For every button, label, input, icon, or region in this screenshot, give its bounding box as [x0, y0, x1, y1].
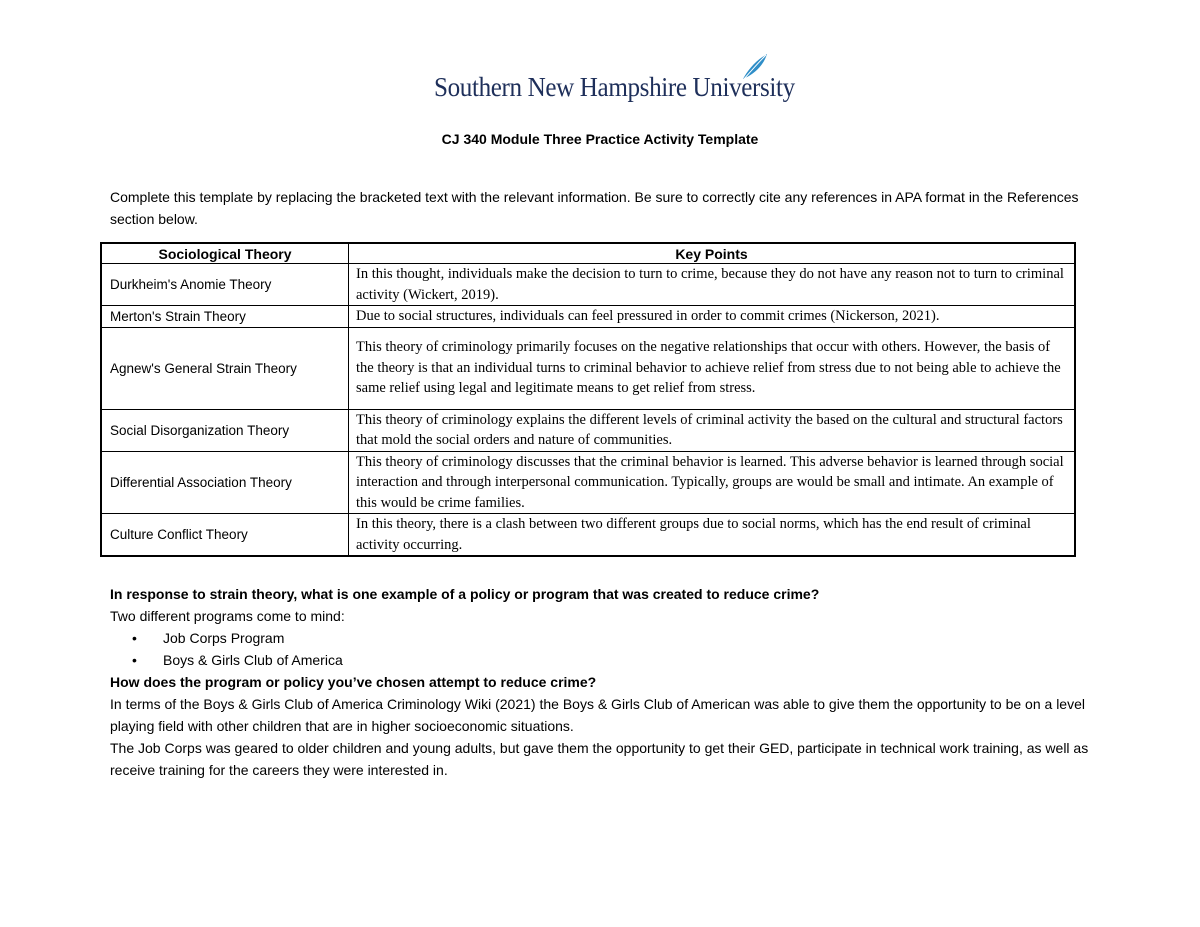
table-row	[101, 409, 1075, 451]
table-row	[101, 514, 1075, 557]
theory-name: Differential Association Theory	[101, 451, 349, 514]
theory-key-points: In this theory, there is a clash between two different groups due to social norms, which has the end result of criminal activity occurring.	[349, 514, 1076, 557]
theory-name: Durkheim's Anomie Theory	[101, 264, 349, 306]
document-title: CJ 340 Module Three Practice Activity Template	[441, 131, 759, 147]
bullet-icon: •	[132, 652, 137, 668]
leaf-icon	[739, 52, 769, 82]
bullet-icon: •	[132, 630, 137, 646]
theory-name: Agnew's General Strain Theory	[101, 327, 349, 409]
theory-name: Social Disorganization Theory	[101, 409, 349, 451]
header-sociological-theory: Sociological Theory	[101, 243, 349, 264]
list-item	[110, 649, 1100, 671]
intro-paragraph: Complete this template by replacing the bracketed text with the relevant information. Be sure to correctly cite any references in APA format in the References section below.	[110, 189, 1079, 227]
logo-text: Southern New Hampshire University	[434, 72, 795, 102]
question-strain-policy: In response to strain theory, what is one example of a policy or program that was created to reduce crime?	[110, 586, 820, 602]
university-logo	[434, 52, 795, 108]
program-list	[110, 627, 1100, 671]
answer-paragraph: In terms of the Boys & Girls Club of America Criminology Wiki (2021) the Boys & Girls Club of American was able to give them the opportunity to be on a level playing field with other children that are in higher socioeconomic situations.	[110, 696, 1085, 734]
question-program-effect: How does the program or policy you’ve chosen attempt to reduce crime?	[110, 674, 597, 690]
table-row	[101, 264, 1075, 306]
table-row	[101, 327, 1075, 409]
theory-key-points: This theory of criminology explains the different levels of criminal activity the based on the cultural and structural factors that mold the social orders and nature of communities.	[349, 409, 1076, 451]
list-item	[110, 627, 1100, 649]
table-row	[101, 451, 1075, 514]
theory-key-points: This theory of criminology primarily focuses on the negative relationships that occur with others. However, the basis of the theory is that an individual turns to criminal behavior to achieve relief from stress due to not being able to achieve the same relief using legal and legitimate means to get relief from stress.	[349, 327, 1076, 409]
header-key-points: Key Points	[349, 243, 1076, 264]
table-header-row	[101, 243, 1075, 264]
theory-key-points: In this thought, individuals make the decision to turn to crime, because they do not have any reason not to turn to criminal activity (Wickert, 2019).	[349, 264, 1076, 306]
answer-paragraph: The Job Corps was geared to older children and young adults, but gave them the opportunity to get their GED, participate in technical work training, as well as receive training for the careers they were interested in.	[110, 740, 1089, 778]
theory-name: Culture Conflict Theory	[101, 514, 349, 557]
table-row	[101, 306, 1075, 328]
theory-table	[100, 242, 1076, 557]
response-section	[110, 583, 1100, 781]
program-name: Boys & Girls Club of America	[163, 652, 343, 668]
theory-key-points: This theory of criminology discusses that the criminal behavior is learned. This adverse behavior is learned through social interaction and through interpersonal communication. Typically, groups are would be small and intimate. An example of this would be crime families.	[349, 451, 1076, 514]
theory-key-points: Due to social structures, individuals can feel pressured in order to commit crimes (Nickerson, 2021).	[349, 306, 1076, 328]
answer-intro: Two different programs come to mind:	[110, 608, 345, 624]
program-name: Job Corps Program	[163, 630, 285, 646]
theory-name: Merton's Strain Theory	[101, 306, 349, 328]
